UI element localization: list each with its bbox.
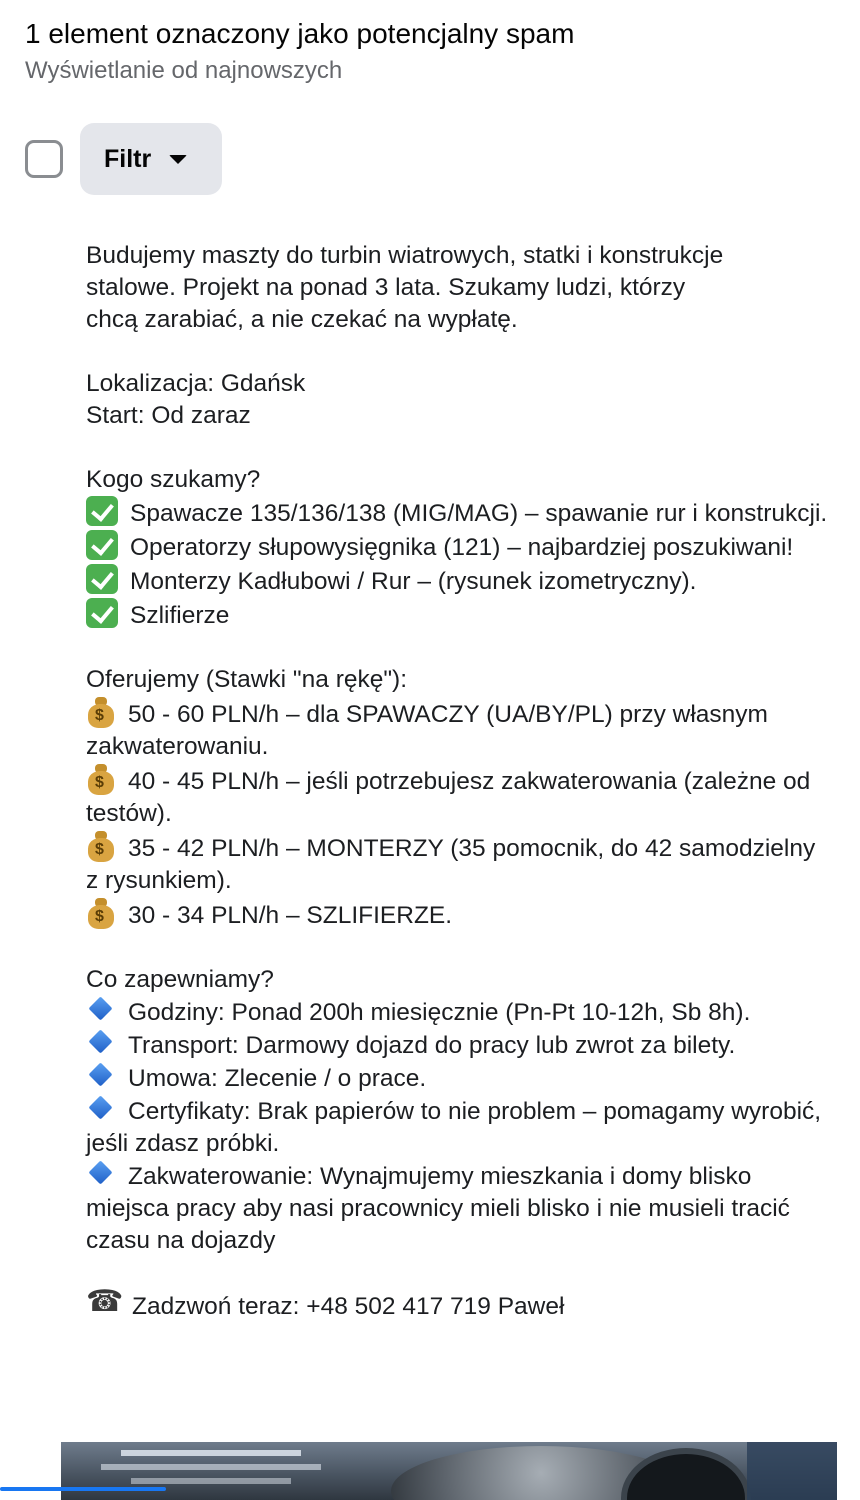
start-text: Start: Od zaraz (86, 402, 251, 429)
list-item: Certyfikaty: Brak papierów to nie problem – pomagamy wyrobić, jeśli zdasz próbki. (86, 1095, 826, 1160)
blue-diamond-icon (86, 1160, 116, 1188)
offer-section (86, 664, 826, 932)
list-item: Monterzy Kadłubowi / Rur – (rysunek izometryczny). (86, 564, 826, 598)
location-text: Lokalizacja: Gdańsk (86, 370, 306, 397)
list-item: Umowa: Zlecenie / o prace. (86, 1062, 826, 1095)
contact-line: ☎Zadzwoń teraz: +48 502 417 719 Paweł (86, 1289, 826, 1323)
money-bag-icon: $ (86, 897, 116, 929)
contact-section (86, 1289, 826, 1323)
provide-heading: Co zapewniamy? (86, 966, 274, 993)
blue-diamond-icon (86, 1029, 116, 1057)
offer-heading: Oferujemy (Stawki "na rękę"): (86, 666, 408, 693)
header (25, 16, 845, 86)
scroll-progress-bar (0, 1487, 166, 1491)
blue-diamond-icon (86, 1095, 116, 1123)
check-mark-icon (86, 496, 118, 526)
list-item: $ 30 - 34 PLN/h – SZLIFIERZE. (86, 897, 826, 932)
provide-section (86, 964, 826, 1257)
money-bag-icon: $ (86, 830, 116, 862)
post-body (86, 240, 826, 1355)
intro-line: stalowe. Projekt na ponad 3 lata. Szukamy ludzi, którzy (86, 274, 686, 301)
post-image[interactable] (61, 1442, 837, 1500)
blue-diamond-icon (86, 996, 116, 1024)
list-item: Operatorzy słupowysięgnika (121) – najbardziej poszukiwani! (86, 530, 826, 564)
blue-diamond-icon (86, 1062, 116, 1090)
filter-label: Filtr (104, 144, 152, 173)
seeking-heading: Kogo szukamy? (86, 466, 261, 493)
list-item: $ 40 - 45 PLN/h – jeśli potrzebujesz zakwaterowania (zależne od testów). (86, 763, 826, 830)
list-item: $ 35 - 42 PLN/h – MONTERZY (35 pomocnik, do 42 samodzielny z rysunkiem). (86, 830, 826, 897)
intro-line: chcą zarabiać, a nie czekać na wypłatę. (86, 306, 518, 333)
filter-button[interactable] (80, 123, 222, 195)
telephone-icon (86, 1289, 120, 1319)
check-mark-icon (86, 564, 118, 594)
select-all-checkbox[interactable] (25, 140, 63, 178)
check-mark-icon (86, 598, 118, 628)
toolbar (25, 123, 222, 195)
caret-down-icon (169, 155, 187, 164)
list-item: Szlifierze (86, 598, 826, 632)
list-item: Spawacze 135/136/138 (MIG/MAG) – spawanie rur i konstrukcji. (86, 496, 826, 530)
sort-subtitle: Wyświetlanie od najnowszych (25, 57, 343, 84)
list-item: Godziny: Ponad 200h miesięcznie (Pn-Pt 10-12h, Sb 8h). (86, 996, 826, 1029)
intro-line: Budujemy maszty do turbin wiatrowych, statki i konstrukcje (86, 242, 724, 269)
page-title: 1 element oznaczony jako potencjalny spam (25, 18, 575, 49)
check-mark-icon (86, 530, 118, 560)
list-item: $ 50 - 60 PLN/h – dla SPAWACZY (UA/BY/PL) przy własnym zakwaterowaniu. (86, 696, 826, 763)
list-item: Transport: Darmowy dojazd do pracy lub zwrot za bilety. (86, 1029, 826, 1062)
seeking-section (86, 464, 826, 632)
money-bag-icon: $ (86, 696, 116, 728)
post-location-block (86, 368, 826, 432)
post-intro (86, 240, 826, 336)
money-bag-icon: $ (86, 763, 116, 795)
list-item: Zakwaterowanie: Wynajmujemy mieszkania i domy blisko miejsca pracy aby nasi pracownicy mieli blisko i nie musieli tracić czasu na dojazdy (86, 1160, 826, 1257)
